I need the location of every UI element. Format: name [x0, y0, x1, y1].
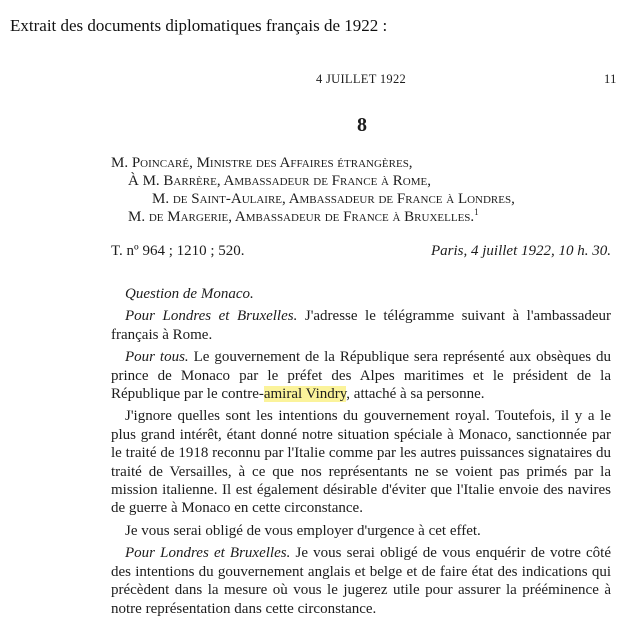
paragraph-lead: Pour tous. [125, 349, 189, 366]
paragraph-lead: Pour Londres et Bruxelles. [125, 545, 291, 562]
paragraph-lead: Pour Londres et Bruxelles. [125, 308, 298, 325]
addressee-line-3 [152, 190, 515, 208]
subject-line: Question de Monaco. [125, 286, 254, 302]
addressee-name: Barrère, Ambassadeur de France à Rome, [163, 173, 431, 189]
telegram-reference: T. nº 964 ; 1210 ; 520. [111, 243, 245, 259]
paragraph-1 [111, 307, 611, 344]
paragraph-3: J'ignore quelles sont les intentions du gouvernement royal. Toutefois, il y a le plus grand intérêt, étant donné notre situation spéciale à Monaco, sanctionnée par le traité de 1918 reconnu par l'Italie comme par les autres puissances signataires du traité de Versailles, à ce que nos représentants ne se voient pas primés par la mission italienne. Il est également désirable d'éviter que l'Italie envoie des navires de guerre à Monaco en cette circonstance. [111, 408, 611, 517]
addressee-prefix: M. [111, 155, 132, 171]
intro-caption: Extrait des documents diplomatiques français de 1922 : [10, 16, 388, 35]
addressee-name: de Margerie, Ambassadeur de France à Bruxelles. [148, 209, 475, 225]
paragraph-text: Le gouvernement de la République sera représenté aux obsèques du prince de Monaco par le préfet des Alpes maritimes et le président de la République par le contre- [111, 349, 611, 403]
document-number: 8 [357, 114, 367, 136]
paragraph-text: Je vous serai obligé de vous enquérir de votre côté des intentions du gouvernement anglais et belge et de faire état des indications qui précèdent dans la mesure où vous le jugerez utile pour assurer la prééminence à notre représentation dans cette circonstance. [111, 545, 611, 617]
addressee-prefix: M. [128, 209, 149, 225]
page-number: 11 [604, 72, 617, 86]
addressee-prefix: M. [152, 191, 173, 207]
addressee-prefix: À M. [128, 173, 164, 189]
addressee-name: Poincaré, Ministre des Affaires étrangères, [131, 155, 413, 171]
telegram-place-date: Paris, 4 juillet 1922, 10 h. 30. [431, 243, 611, 259]
document-body [111, 285, 611, 622]
addressee-line-4 [128, 208, 479, 226]
paragraph-text: J'adresse le télégramme suivant à l'ambassadeur français à Rome. [111, 308, 612, 343]
running-header-date: 4 JUILLET 1922 [316, 72, 407, 86]
paragraph-5 [111, 544, 611, 618]
addressee-line-1 [111, 154, 413, 172]
paragraph-4: Je vous serai obligé de vous employer d'urgence à cet effet. [125, 522, 481, 539]
highlighted-text: amiral Vindry [263, 386, 347, 403]
addressee-name: de Saint-Aulaire, Ambassadeur de France à Londres, [172, 191, 515, 207]
addressee-line-2 [128, 172, 431, 190]
paragraph-2 [111, 348, 611, 403]
paragraph-text-end: , attaché à sa personne. [346, 386, 485, 403]
footnote-marker: 1 [474, 207, 479, 217]
